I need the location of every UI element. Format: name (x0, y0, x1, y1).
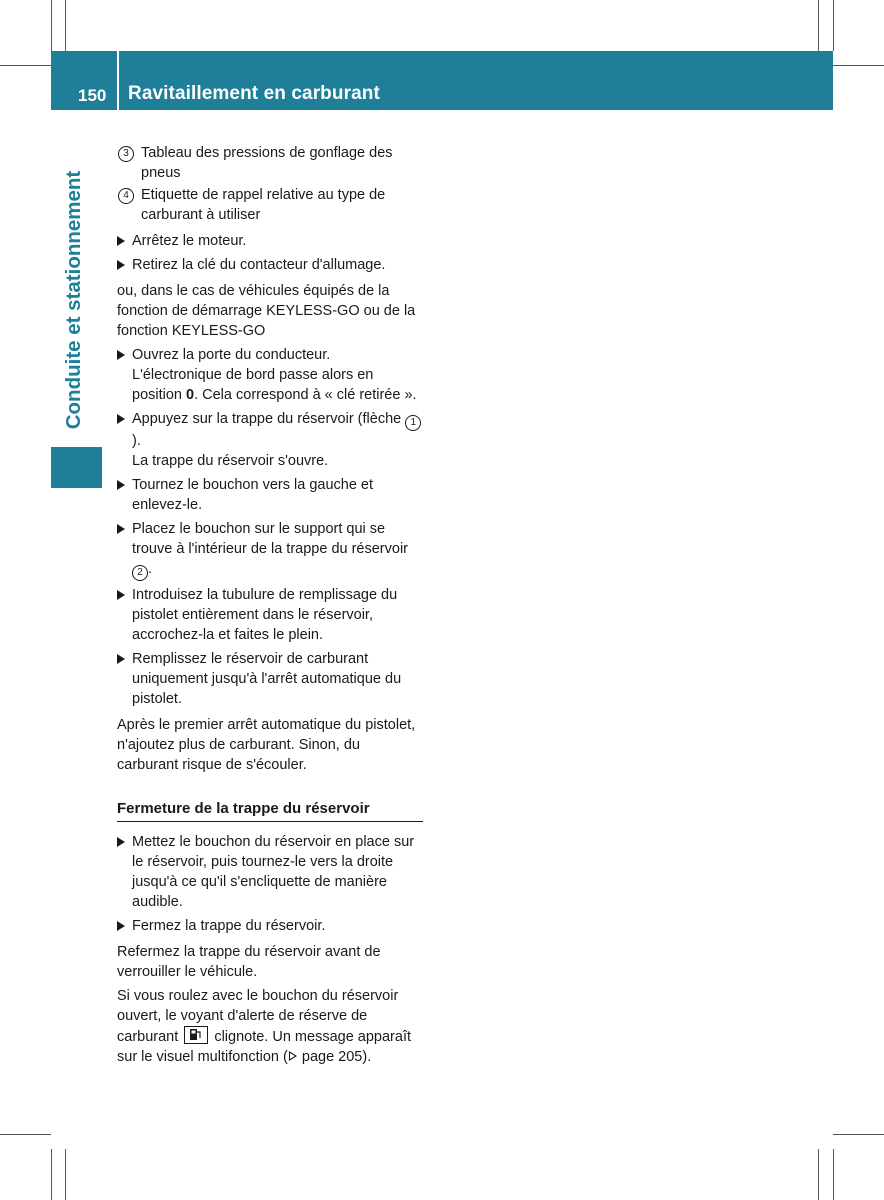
page-reference-triangle-icon (289, 1051, 297, 1061)
position-value: 0 (186, 387, 195, 403)
result-text: L'électronique de bord passe alors en position (132, 367, 374, 403)
crop-mark (51, 1149, 52, 1200)
callout-number: 3 (118, 146, 134, 162)
step-arrow-icon (117, 654, 125, 664)
crop-mark (818, 0, 819, 51)
step-text: Mettez le bouchon du réservoir en place sur le réservoir, puis tournez-le vers la droite jusqu'à ce qu'il s'encliquette de manière audible. (132, 834, 415, 910)
side-tab-marker (51, 447, 102, 488)
paragraph: Après le premier arrêt automatique du pistolet, n'ajoutez plus de carburant. Sinon, du carburant risque de s'écouler. (117, 717, 416, 773)
step-result (132, 367, 417, 403)
step-arrow-icon (117, 414, 125, 424)
step-text: Retirez la clé du contacteur d'allumage. (132, 257, 386, 273)
crop-mark (0, 1134, 51, 1135)
numbered-item-text: Tableau des pressions de gonflage des pneus (141, 145, 393, 181)
crop-mark (51, 0, 52, 51)
step-arrow-icon (117, 260, 125, 270)
step-text: ). (132, 433, 141, 449)
step-text: Introduisez la tubulure de remplissage du pistolet entièrement dans le réservoir, accrochez-la et faites le plein. (132, 587, 398, 643)
instruction-step (117, 475, 423, 515)
crop-mark (65, 0, 66, 51)
instruction-step (117, 409, 423, 471)
crop-mark (833, 65, 884, 66)
instruction-step (117, 916, 423, 936)
side-chapter-label: Conduite et stationnement (62, 170, 85, 430)
header-divider (117, 51, 119, 110)
numbered-item (117, 185, 423, 225)
step-text: Tournez le bouchon vers la gauche et enlevez-le. (132, 477, 374, 513)
fuel-pump-icon (184, 1026, 208, 1044)
paragraph (117, 986, 423, 1067)
step-arrow-icon (117, 837, 125, 847)
step-text: . (148, 561, 153, 577)
crop-mark (833, 1134, 884, 1135)
step-arrow-icon (117, 524, 125, 534)
callout-number: 4 (118, 188, 134, 204)
crop-mark (833, 0, 834, 51)
paragraph-text: clignote. Un message apparaît sur le visuel multifonction ( (117, 1029, 411, 1065)
numbered-item (117, 143, 423, 183)
section-heading: Fermeture de la trappe du réservoir (117, 799, 423, 822)
paragraph-text: Si vous roulez avec le bouchon du réservoir ouvert, le voyant d'alerte de réserve de carburant (117, 988, 399, 1045)
instruction-step (117, 345, 423, 405)
page-reference-link[interactable]: page 205 (301, 1049, 363, 1065)
instruction-step (117, 585, 423, 645)
callout-number: 2 (132, 565, 148, 581)
instruction-step (117, 649, 423, 709)
step-arrow-icon (117, 350, 125, 360)
step-text: Fermez la trappe du réservoir. (132, 918, 326, 934)
instruction-step (117, 231, 423, 251)
crop-mark (833, 1149, 834, 1200)
step-text: Ouvrez la porte du conducteur. (132, 347, 331, 363)
result-text: . Cela correspond à « clé retirée ». (194, 387, 417, 403)
instruction-step (117, 832, 423, 912)
callout-number: 1 (405, 415, 421, 431)
instruction-step (117, 255, 423, 275)
crop-mark (0, 65, 51, 66)
step-text: Remplissez le réservoir de carburant uniquement jusqu'à l'arrêt automatique du pistolet. (132, 651, 402, 707)
paragraph: ou, dans le cas de véhicules équipés de la fonction de démarrage KEYLESS-GO ou de la fonction KEYLESS-GO (117, 283, 416, 339)
step-arrow-icon (117, 480, 125, 490)
step-text: Placez le bouchon sur le support qui se trouve à l'intérieur de la trappe du réservoir (132, 521, 408, 557)
page-number: 150 (78, 86, 107, 105)
main-content (117, 143, 423, 1071)
step-text: Arrêtez le moteur. (132, 233, 247, 249)
step-result: La trappe du réservoir s'ouvre. (132, 453, 329, 469)
paragraph: Refermez la trappe du réservoir avant de verrouiller le véhicule. (117, 944, 381, 980)
crop-mark (65, 1149, 66, 1200)
numbered-item-text: Etiquette de rappel relative au type de carburant à utiliser (141, 187, 386, 223)
step-text: Appuyez sur la trappe du réservoir (flèche (132, 411, 406, 427)
step-arrow-icon (117, 590, 125, 600)
instruction-step (117, 519, 423, 581)
step-arrow-icon (117, 921, 125, 931)
paragraph-text: ). (362, 1049, 372, 1065)
chapter-title: Ravitaillement en carburant (128, 83, 380, 104)
crop-mark (818, 1149, 819, 1200)
step-arrow-icon (117, 236, 125, 246)
